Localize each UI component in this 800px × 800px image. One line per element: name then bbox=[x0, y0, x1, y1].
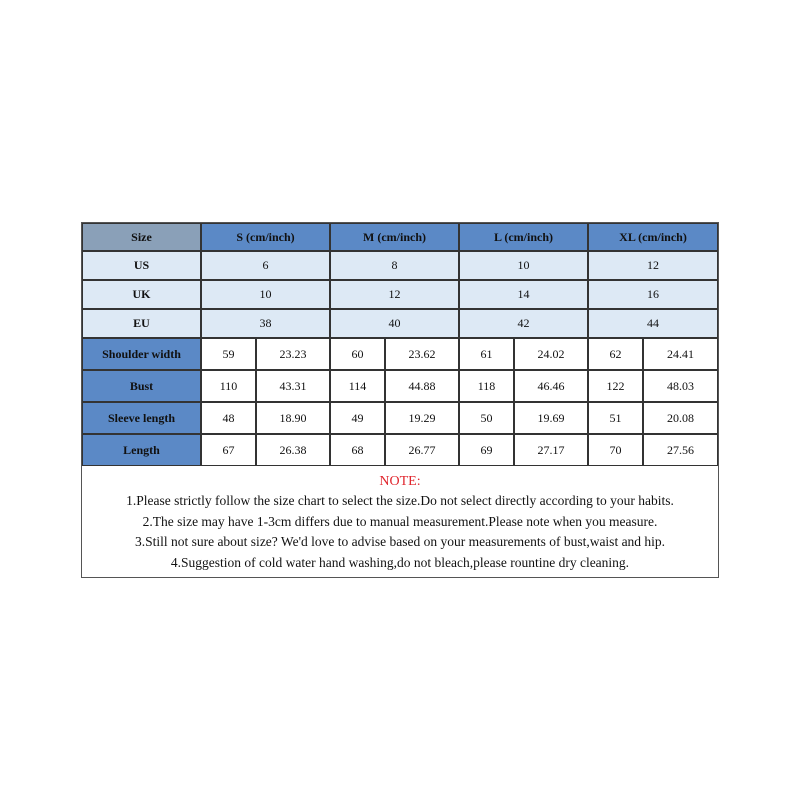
size-value-cell: 10 bbox=[201, 280, 330, 309]
size-value-cell: 14 bbox=[459, 280, 588, 309]
size-value-cell: 16 bbox=[588, 280, 718, 309]
size-value-cell: 8 bbox=[330, 251, 459, 280]
cm-value-cell: 110 bbox=[201, 370, 256, 402]
cm-value-cell: 69 bbox=[459, 434, 514, 466]
row-label: UK bbox=[82, 280, 201, 309]
size-value-cell: 6 bbox=[201, 251, 330, 280]
size-value-cell: 42 bbox=[459, 309, 588, 338]
size-column-header: L (cm/inch) bbox=[459, 223, 588, 251]
row-label: Shoulder width bbox=[82, 338, 201, 370]
row-label: Bust bbox=[82, 370, 201, 402]
cm-value-cell: 60 bbox=[330, 338, 385, 370]
inch-value-cell: 24.41 bbox=[643, 338, 718, 370]
size-chart bbox=[81, 222, 719, 578]
inch-value-cell: 26.77 bbox=[385, 434, 459, 466]
cm-value-cell: 59 bbox=[201, 338, 256, 370]
cm-value-cell: 50 bbox=[459, 402, 514, 434]
cm-value-cell: 67 bbox=[201, 434, 256, 466]
size-column-header: M (cm/inch) bbox=[330, 223, 459, 251]
inch-value-cell: 27.56 bbox=[643, 434, 718, 466]
cm-value-cell: 70 bbox=[588, 434, 643, 466]
note-title: NOTE: bbox=[379, 474, 421, 489]
cm-value-cell: 118 bbox=[459, 370, 514, 402]
size-value-cell: 40 bbox=[330, 309, 459, 338]
inch-value-cell: 19.69 bbox=[514, 402, 588, 434]
inch-value-cell: 27.17 bbox=[514, 434, 588, 466]
inch-value-cell: 44.88 bbox=[385, 370, 459, 402]
inch-value-cell: 46.46 bbox=[514, 370, 588, 402]
inch-value-cell: 23.62 bbox=[385, 338, 459, 370]
row-label: EU bbox=[82, 309, 201, 338]
row-label: Length bbox=[82, 434, 201, 466]
cm-value-cell: 61 bbox=[459, 338, 514, 370]
size-column-header: XL (cm/inch) bbox=[588, 223, 718, 251]
note-line-3: 3.Still not sure about size? We'd love to advise based on your measurements of bust,waist and hip. bbox=[134, 534, 666, 549]
inch-value-cell: 19.29 bbox=[385, 402, 459, 434]
inch-value-cell: 20.08 bbox=[643, 402, 718, 434]
size-column-header: S (cm/inch) bbox=[201, 223, 330, 251]
cm-value-cell: 114 bbox=[330, 370, 385, 402]
note-line-4: 4.Suggestion of cold water hand washing,do not bleach,please rountine dry cleaning. bbox=[170, 554, 630, 570]
inch-value-cell: 23.23 bbox=[256, 338, 330, 370]
note-line-1: 1.Please strictly follow the size chart to select the size.Do not select directly according to your habits. bbox=[126, 493, 674, 508]
inch-value-cell: 48.03 bbox=[643, 370, 718, 402]
inch-value-cell: 18.90 bbox=[256, 402, 330, 434]
row-label: Sleeve length bbox=[82, 402, 201, 434]
size-value-cell: 44 bbox=[588, 309, 718, 338]
note-section bbox=[82, 467, 718, 573]
cm-value-cell: 122 bbox=[588, 370, 643, 402]
cm-value-cell: 68 bbox=[330, 434, 385, 466]
row-label: US bbox=[82, 251, 201, 280]
size-value-cell: 12 bbox=[588, 251, 718, 280]
cm-value-cell: 51 bbox=[588, 402, 643, 434]
inch-value-cell: 24.02 bbox=[514, 338, 588, 370]
size-value-cell: 38 bbox=[201, 309, 330, 338]
inch-value-cell: 43.31 bbox=[256, 370, 330, 402]
size-value-cell: 10 bbox=[459, 251, 588, 280]
size-value-cell: 12 bbox=[330, 280, 459, 309]
cm-value-cell: 62 bbox=[588, 338, 643, 370]
note-line-2: 2.The size may have 1-3cm differs due to manual measurement.Please note when you measure. bbox=[142, 513, 658, 529]
cm-value-cell: 48 bbox=[201, 402, 256, 434]
inch-value-cell: 26.38 bbox=[256, 434, 330, 466]
size-header-cell: Size bbox=[82, 223, 201, 251]
cm-value-cell: 49 bbox=[330, 402, 385, 434]
